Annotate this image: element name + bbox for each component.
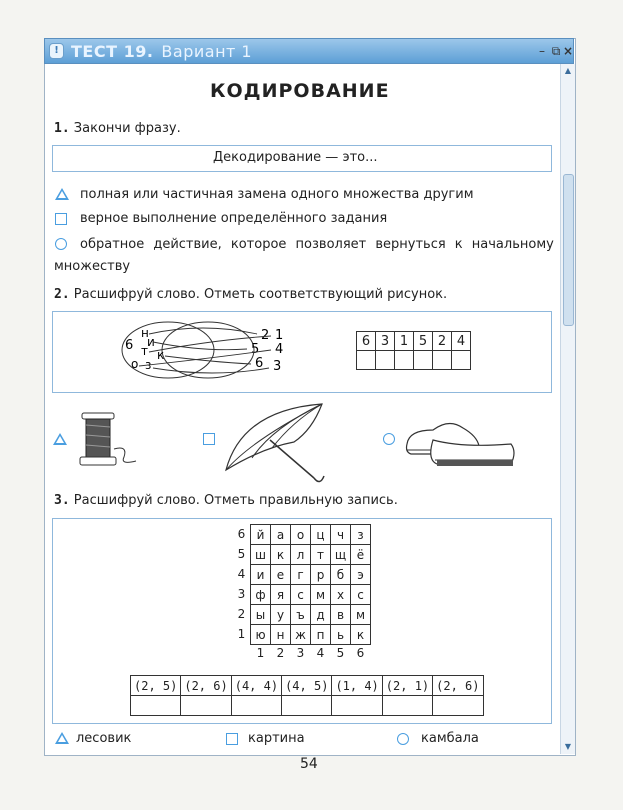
question-1-prompt: Декодирование — это... xyxy=(213,150,378,165)
grid-cell: т xyxy=(311,545,331,565)
shoes-icon xyxy=(403,410,523,480)
umbrella-icon xyxy=(222,400,332,485)
svg-text:6: 6 xyxy=(125,338,134,353)
grid-cell: а xyxy=(271,525,291,545)
column-label: 6 xyxy=(356,646,365,660)
scroll-thumb[interactable] xyxy=(563,174,574,326)
row-label: 5 xyxy=(237,547,246,561)
row-label: 4 xyxy=(237,567,246,581)
grid-cell: ш xyxy=(251,545,271,565)
q1-option-3-cont: множеству xyxy=(54,259,131,274)
svg-text:4: 4 xyxy=(275,342,284,357)
grid-cell: д xyxy=(311,605,331,625)
grid-cell: ё xyxy=(351,545,371,565)
code-cell: 4 xyxy=(452,332,471,351)
column-label: 5 xyxy=(336,646,345,660)
grid-cell: ф xyxy=(251,585,271,605)
question-3 xyxy=(54,493,398,508)
svg-text:з: з xyxy=(145,358,152,372)
grid-cell: с xyxy=(291,585,311,605)
q1-option-2[interactable]: верное выполнение определённого задания xyxy=(80,211,388,226)
page-title: КОДИРОВАНИЕ xyxy=(210,80,390,102)
scroll-down-icon[interactable]: ▼ xyxy=(564,742,572,751)
letter-grid xyxy=(250,524,371,645)
question-2-number: 2. xyxy=(54,287,70,302)
row-label: 3 xyxy=(237,587,246,601)
grid-cell: з xyxy=(351,525,371,545)
grid-cell: е xyxy=(271,565,291,585)
grid-cell: л xyxy=(291,545,311,565)
q3-answer-1[interactable]: лесовик xyxy=(76,731,132,746)
answer-cell[interactable] xyxy=(382,696,432,716)
grid-cell: ц xyxy=(311,525,331,545)
answer-cell[interactable] xyxy=(131,696,181,716)
coordinate-pairs-table xyxy=(130,675,484,716)
grid-cell: к xyxy=(351,625,371,645)
question-1-prompt-box xyxy=(52,145,552,172)
grid-cell: ы xyxy=(251,605,271,625)
column-label: 2 xyxy=(276,646,285,660)
grid-cell: у xyxy=(271,605,291,625)
question-1-text: Закончи фразу. xyxy=(73,121,181,136)
code-cell: 1 xyxy=(395,332,414,351)
code-table xyxy=(356,331,471,370)
page-number: 54 xyxy=(300,756,318,772)
scroll-up-icon[interactable]: ▲ xyxy=(564,66,572,75)
pair-cell: (4, 4) xyxy=(231,676,281,696)
pair-cell: (4, 5) xyxy=(282,676,332,696)
mapping-diagram xyxy=(113,312,284,392)
answer-cell[interactable] xyxy=(181,696,231,716)
code-cell: 2 xyxy=(433,332,452,351)
grid-cell: ь xyxy=(331,625,351,645)
answer-cell[interactable] xyxy=(357,351,376,370)
grid-cell: ъ xyxy=(291,605,311,625)
code-cell: 5 xyxy=(414,332,433,351)
svg-text:о: о xyxy=(131,357,139,371)
grid-cell: к xyxy=(271,545,291,565)
answer-cell[interactable] xyxy=(433,351,452,370)
svg-text:к: к xyxy=(157,348,165,362)
grid-cell: п xyxy=(311,625,331,645)
question-2 xyxy=(54,287,447,302)
code-cell: 6 xyxy=(357,332,376,351)
grid-cell: н xyxy=(271,625,291,645)
answer-cell[interactable] xyxy=(332,696,382,716)
grid-cell: с xyxy=(351,585,371,605)
svg-text:3: 3 xyxy=(273,359,282,374)
svg-text:т: т xyxy=(141,344,148,358)
answer-cell[interactable] xyxy=(414,351,433,370)
question-2-text: Расшифруй слово. Отметь соответствующий рисунок. xyxy=(73,287,448,302)
column-label: 4 xyxy=(316,646,325,660)
pair-cell: (2, 1) xyxy=(382,676,432,696)
answer-cell[interactable] xyxy=(282,696,332,716)
question-3-number: 3. xyxy=(54,493,70,508)
grid-cell: м xyxy=(351,605,371,625)
question-1-number: 1. xyxy=(54,121,70,136)
circle-icon[interactable] xyxy=(397,733,409,745)
answer-cell[interactable] xyxy=(433,696,483,716)
square-icon[interactable] xyxy=(55,213,67,225)
restore-button[interactable]: ⧉ xyxy=(551,44,561,58)
grid-cell: р xyxy=(311,565,331,585)
triangle-icon[interactable] xyxy=(55,732,69,744)
pair-cell: (2, 5) xyxy=(131,676,181,696)
grid-cell: м xyxy=(311,585,331,605)
grid-cell: ч xyxy=(331,525,351,545)
test-label: ТЕСТ 19. xyxy=(71,42,154,61)
question-1 xyxy=(54,121,181,136)
triangle-icon[interactable] xyxy=(55,188,69,200)
svg-text:2: 2 xyxy=(261,328,270,343)
pair-cell: (2, 6) xyxy=(433,676,483,696)
square-icon[interactable] xyxy=(226,733,238,745)
q3-answer-3[interactable]: камбала xyxy=(421,731,479,746)
grid-cell: ж xyxy=(291,625,311,645)
grid-cell: э xyxy=(351,565,371,585)
svg-text:1: 1 xyxy=(275,328,284,343)
pair-cell: (1, 4) xyxy=(332,676,382,696)
svg-text:5: 5 xyxy=(251,342,260,357)
question-3-text: Расшифруй слово. Отметь правильную запись. xyxy=(73,493,398,508)
column-label: 1 xyxy=(256,646,265,660)
grid-cell: б xyxy=(331,565,351,585)
grid-cell: я xyxy=(271,585,291,605)
grid-cell: щ xyxy=(331,545,351,565)
row-label: 1 xyxy=(237,627,246,641)
svg-text:и: и xyxy=(147,335,155,349)
answer-cell[interactable] xyxy=(452,351,471,370)
grid-cell: и xyxy=(251,565,271,585)
svg-text:6: 6 xyxy=(255,356,264,371)
grid-cell: й xyxy=(251,525,271,545)
variant-label: Вариант 1 xyxy=(161,42,253,61)
grid-cell: ю xyxy=(251,625,271,645)
answer-cell[interactable] xyxy=(395,351,414,370)
grid-cell: о xyxy=(291,525,311,545)
column-label: 3 xyxy=(296,646,305,660)
vertical-scrollbar[interactable] xyxy=(560,64,575,754)
q3-answer-2[interactable]: картина xyxy=(248,731,305,746)
minimize-button[interactable]: – xyxy=(539,44,545,58)
q1-option-3[interactable]: обратное действие, которое позволяет вернуться к начальному xyxy=(80,237,554,252)
test-badge-icon: ! xyxy=(49,43,64,59)
answer-cell[interactable] xyxy=(231,696,281,716)
row-label: 6 xyxy=(237,527,246,541)
q1-option-1[interactable]: полная или частичная замена одного множества другим xyxy=(80,187,474,202)
thread-spool-icon xyxy=(70,405,150,475)
grid-cell: в xyxy=(331,605,351,625)
row-label: 2 xyxy=(237,607,246,621)
circle-icon[interactable] xyxy=(383,433,395,445)
window-title xyxy=(71,42,252,61)
grid-cell: г xyxy=(291,565,311,585)
square-icon[interactable] xyxy=(203,433,215,445)
circle-icon[interactable] xyxy=(55,238,67,250)
window-titlebar xyxy=(44,38,574,64)
close-button[interactable]: × xyxy=(562,44,574,58)
svg-text:н: н xyxy=(141,326,149,340)
answer-cell[interactable] xyxy=(376,351,395,370)
triangle-icon[interactable] xyxy=(53,433,67,445)
code-cell: 3 xyxy=(376,332,395,351)
pair-cell: (2, 6) xyxy=(181,676,231,696)
question-3-box xyxy=(52,518,552,724)
grid-cell: х xyxy=(331,585,351,605)
question-2-box xyxy=(52,311,552,393)
